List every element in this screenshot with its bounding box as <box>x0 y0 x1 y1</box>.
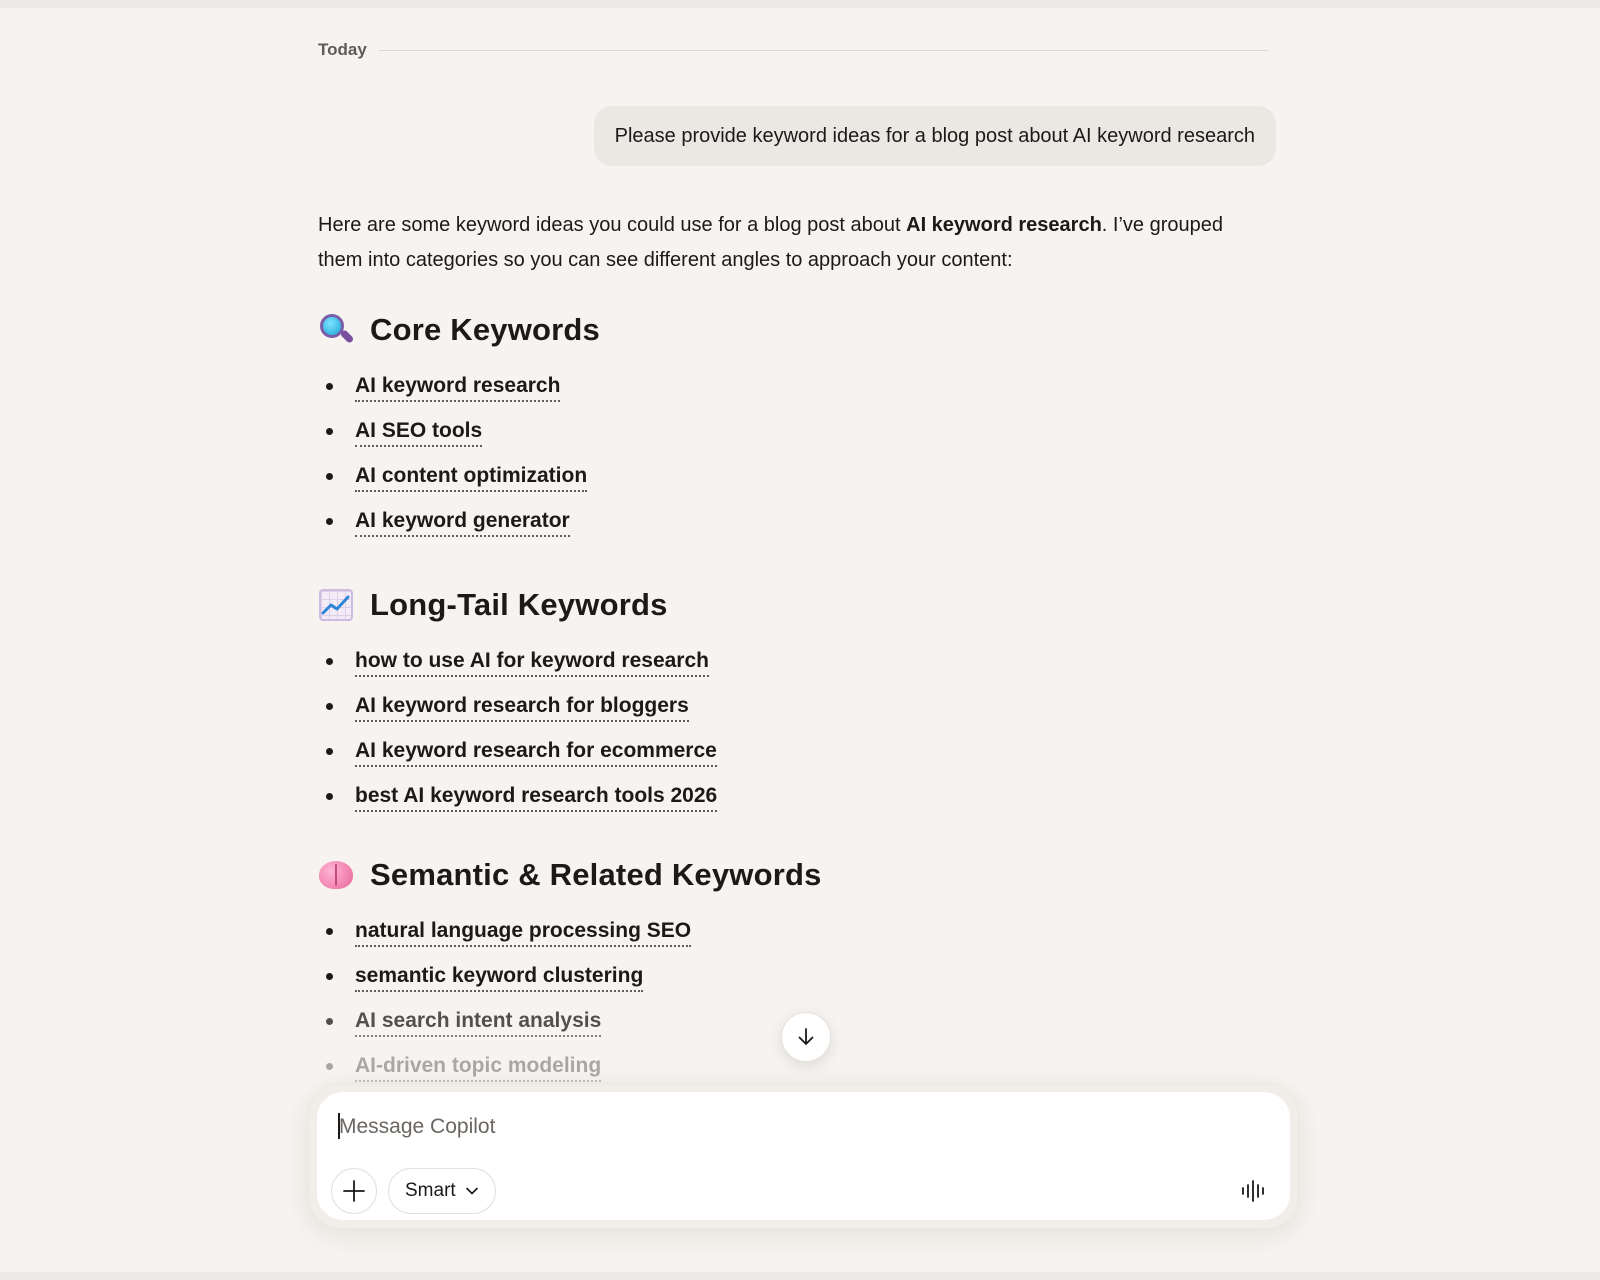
keyword-link[interactable]: AI-driven topic modeling <box>355 1052 601 1082</box>
bullet <box>326 658 333 665</box>
keyword-link[interactable]: semantic keyword clustering <box>355 962 643 992</box>
bullet <box>326 473 333 480</box>
keyword-link[interactable]: natural language processing SEO <box>355 917 691 947</box>
mode-label: Smart <box>405 1180 456 1201</box>
list-item <box>318 962 822 1007</box>
list-item <box>318 647 717 692</box>
message-input[interactable] <box>339 1112 1239 1142</box>
keyword-list <box>318 372 600 552</box>
window-bottom-border <box>0 1272 1600 1280</box>
scroll-to-bottom-button[interactable] <box>781 1012 831 1062</box>
section-core-keywords <box>318 310 600 552</box>
list-item <box>318 417 600 462</box>
text-caret <box>338 1113 340 1139</box>
date-separator <box>318 38 1268 62</box>
bullet <box>326 793 333 800</box>
mode-selector-button[interactable] <box>388 1168 496 1214</box>
keyword-link[interactable]: AI SEO tools <box>355 417 482 447</box>
keyword-list <box>318 917 822 1097</box>
list-item <box>318 737 717 782</box>
keyword-link[interactable]: AI keyword research for ecommerce <box>355 737 717 767</box>
section-heading <box>318 310 600 350</box>
chart-increasing-icon <box>318 587 354 623</box>
bullet <box>326 928 333 935</box>
keyword-link[interactable]: AI keyword research for bloggers <box>355 692 689 722</box>
chevron-down-icon <box>465 1184 479 1198</box>
composer-container <box>308 1083 1299 1229</box>
keyword-link[interactable]: AI search intent analysis <box>355 1007 601 1037</box>
bullet <box>326 748 333 755</box>
bullet <box>326 383 333 390</box>
section-heading <box>318 855 822 895</box>
keyword-link[interactable]: AI content optimization <box>355 462 587 492</box>
bullet <box>326 518 333 525</box>
section-heading-text: Semantic & Related Keywords <box>370 857 822 892</box>
voice-input-button[interactable] <box>1238 1176 1268 1206</box>
intro-text-before: Here are some keyword ideas you could use for a blog post about <box>318 214 907 236</box>
date-label: Today <box>318 40 367 59</box>
list-item <box>318 507 600 552</box>
list-item <box>318 917 822 962</box>
section-long-tail-keywords <box>318 585 717 827</box>
brain-icon <box>318 857 354 893</box>
bullet <box>326 1063 333 1070</box>
list-item <box>318 1007 822 1052</box>
keyword-list <box>318 647 717 827</box>
plus-icon <box>342 1179 366 1203</box>
magnifying-glass-icon <box>318 312 354 348</box>
assistant-intro <box>318 208 1238 278</box>
composer <box>317 1092 1290 1220</box>
add-attachment-button[interactable] <box>331 1168 377 1214</box>
keyword-link[interactable]: best AI keyword research tools 2026 <box>355 782 717 812</box>
keyword-link[interactable]: how to use AI for keyword research <box>355 647 709 677</box>
intro-bold-topic: AI keyword research <box>906 214 1102 236</box>
section-heading-text: Long-Tail Keywords <box>370 587 668 622</box>
voice-waveform-icon <box>1240 1178 1266 1204</box>
list-item <box>318 692 717 737</box>
bullet <box>326 973 333 980</box>
user-message-text: Please provide keyword ideas for a blog post about AI keyword research <box>614 124 1255 147</box>
bullet <box>326 428 333 435</box>
arrow-down-icon <box>795 1026 817 1048</box>
section-heading <box>318 585 717 625</box>
intro-text-after: . I’ve grouped them into categories so you can see different angles to approach your content: <box>318 214 1223 271</box>
keyword-link[interactable]: AI keyword research <box>355 372 560 402</box>
user-message-bubble <box>594 106 1276 166</box>
keyword-link[interactable]: AI keyword generator <box>355 507 570 537</box>
list-item <box>318 372 600 417</box>
divider <box>379 50 1268 51</box>
window-top-border <box>0 0 1600 8</box>
section-heading-text: Core Keywords <box>370 312 600 347</box>
bullet <box>326 1018 333 1025</box>
list-item <box>318 462 600 507</box>
section-semantic-keywords <box>318 855 822 1097</box>
list-item <box>318 782 717 827</box>
bullet <box>326 703 333 710</box>
